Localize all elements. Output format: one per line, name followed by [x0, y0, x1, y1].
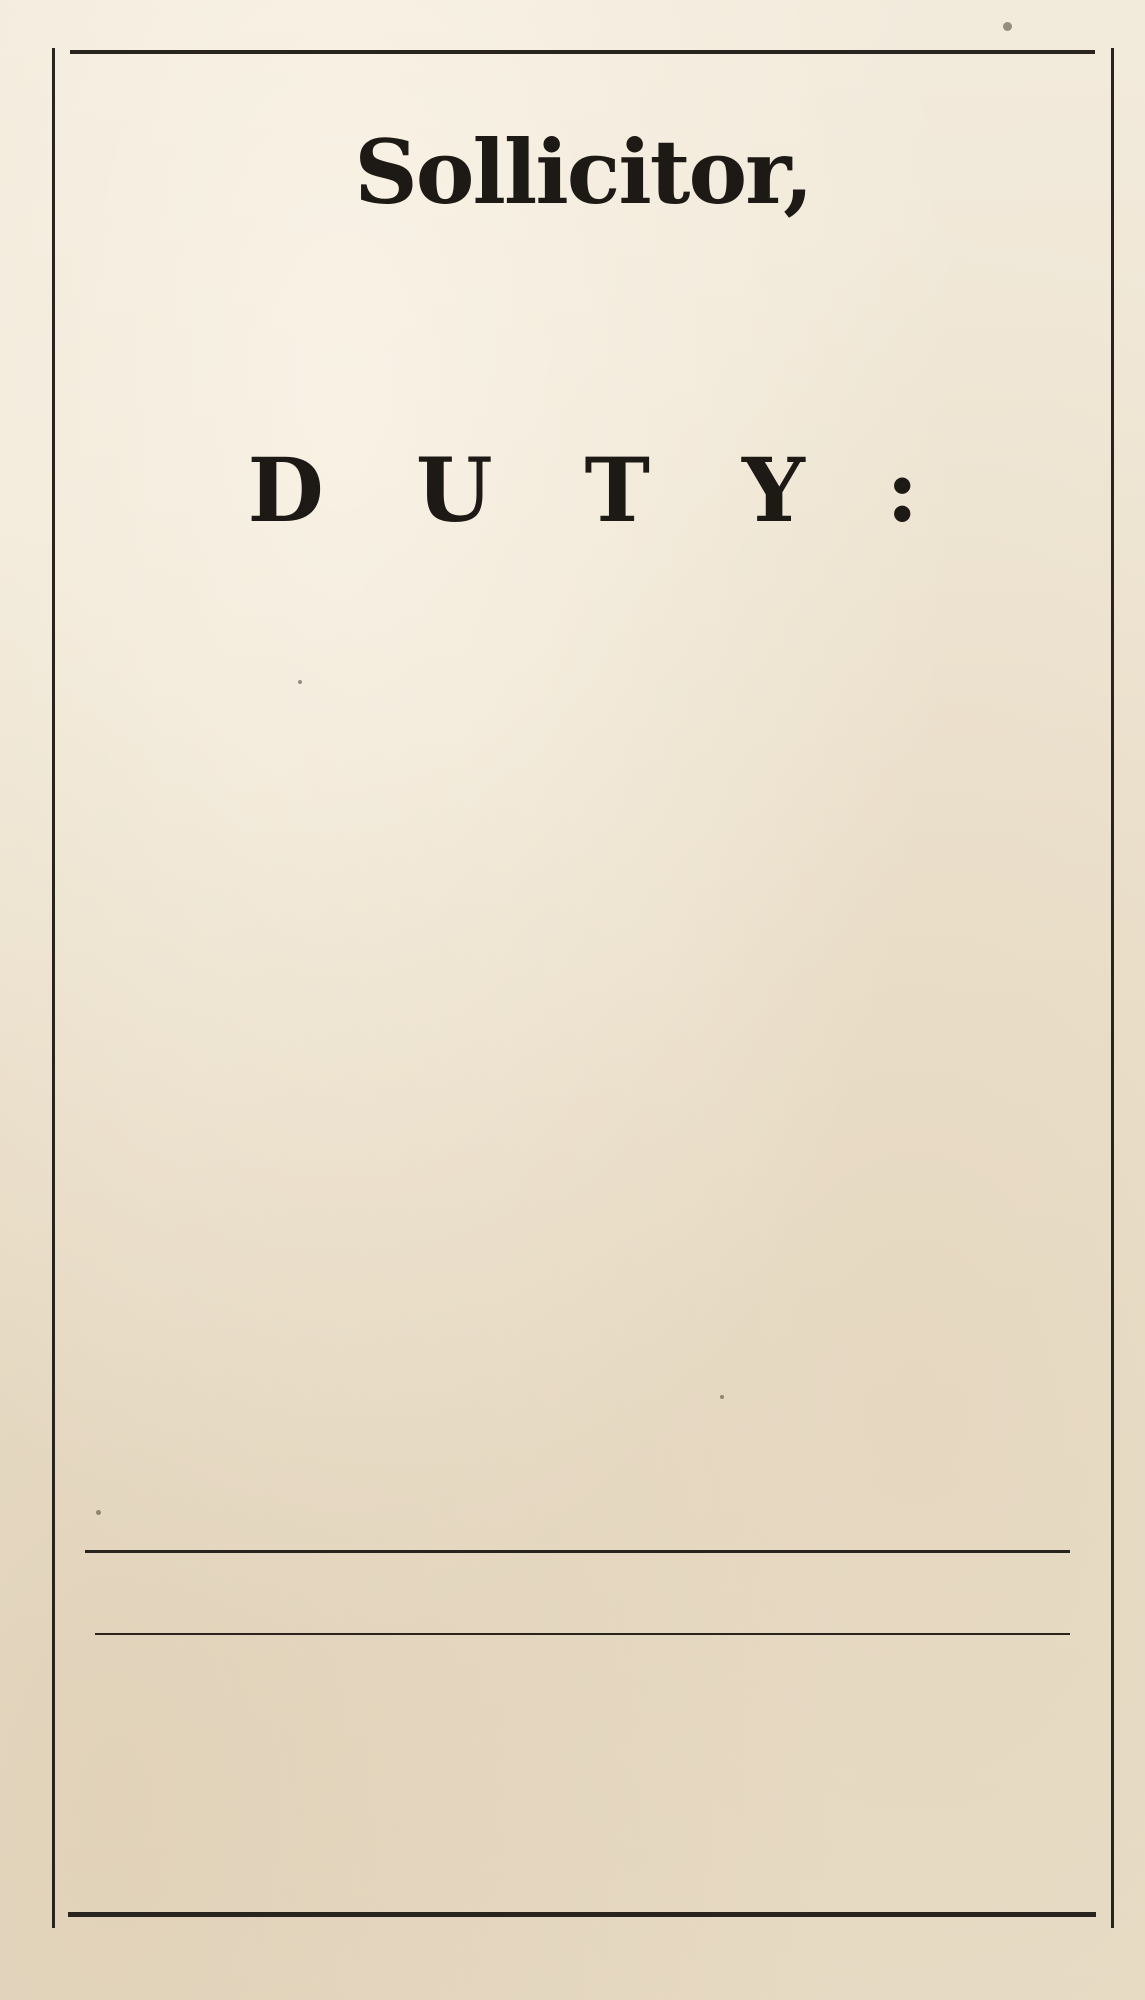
- page-border-frame: [52, 48, 1114, 1928]
- rule-above-motto: [85, 1550, 1070, 1553]
- paper-speck: [1003, 22, 1012, 31]
- title-duty: DUTY:: [247, 438, 1011, 542]
- top-rule: [70, 50, 1095, 54]
- paper-speck: [720, 1395, 724, 1399]
- title-sollicitor: Sollicitor,: [354, 120, 812, 224]
- paper-speck: [96, 1510, 101, 1515]
- bottom-rule: [68, 1912, 1096, 1917]
- rule-below-motto: [95, 1633, 1070, 1635]
- paper-speck: [298, 680, 302, 684]
